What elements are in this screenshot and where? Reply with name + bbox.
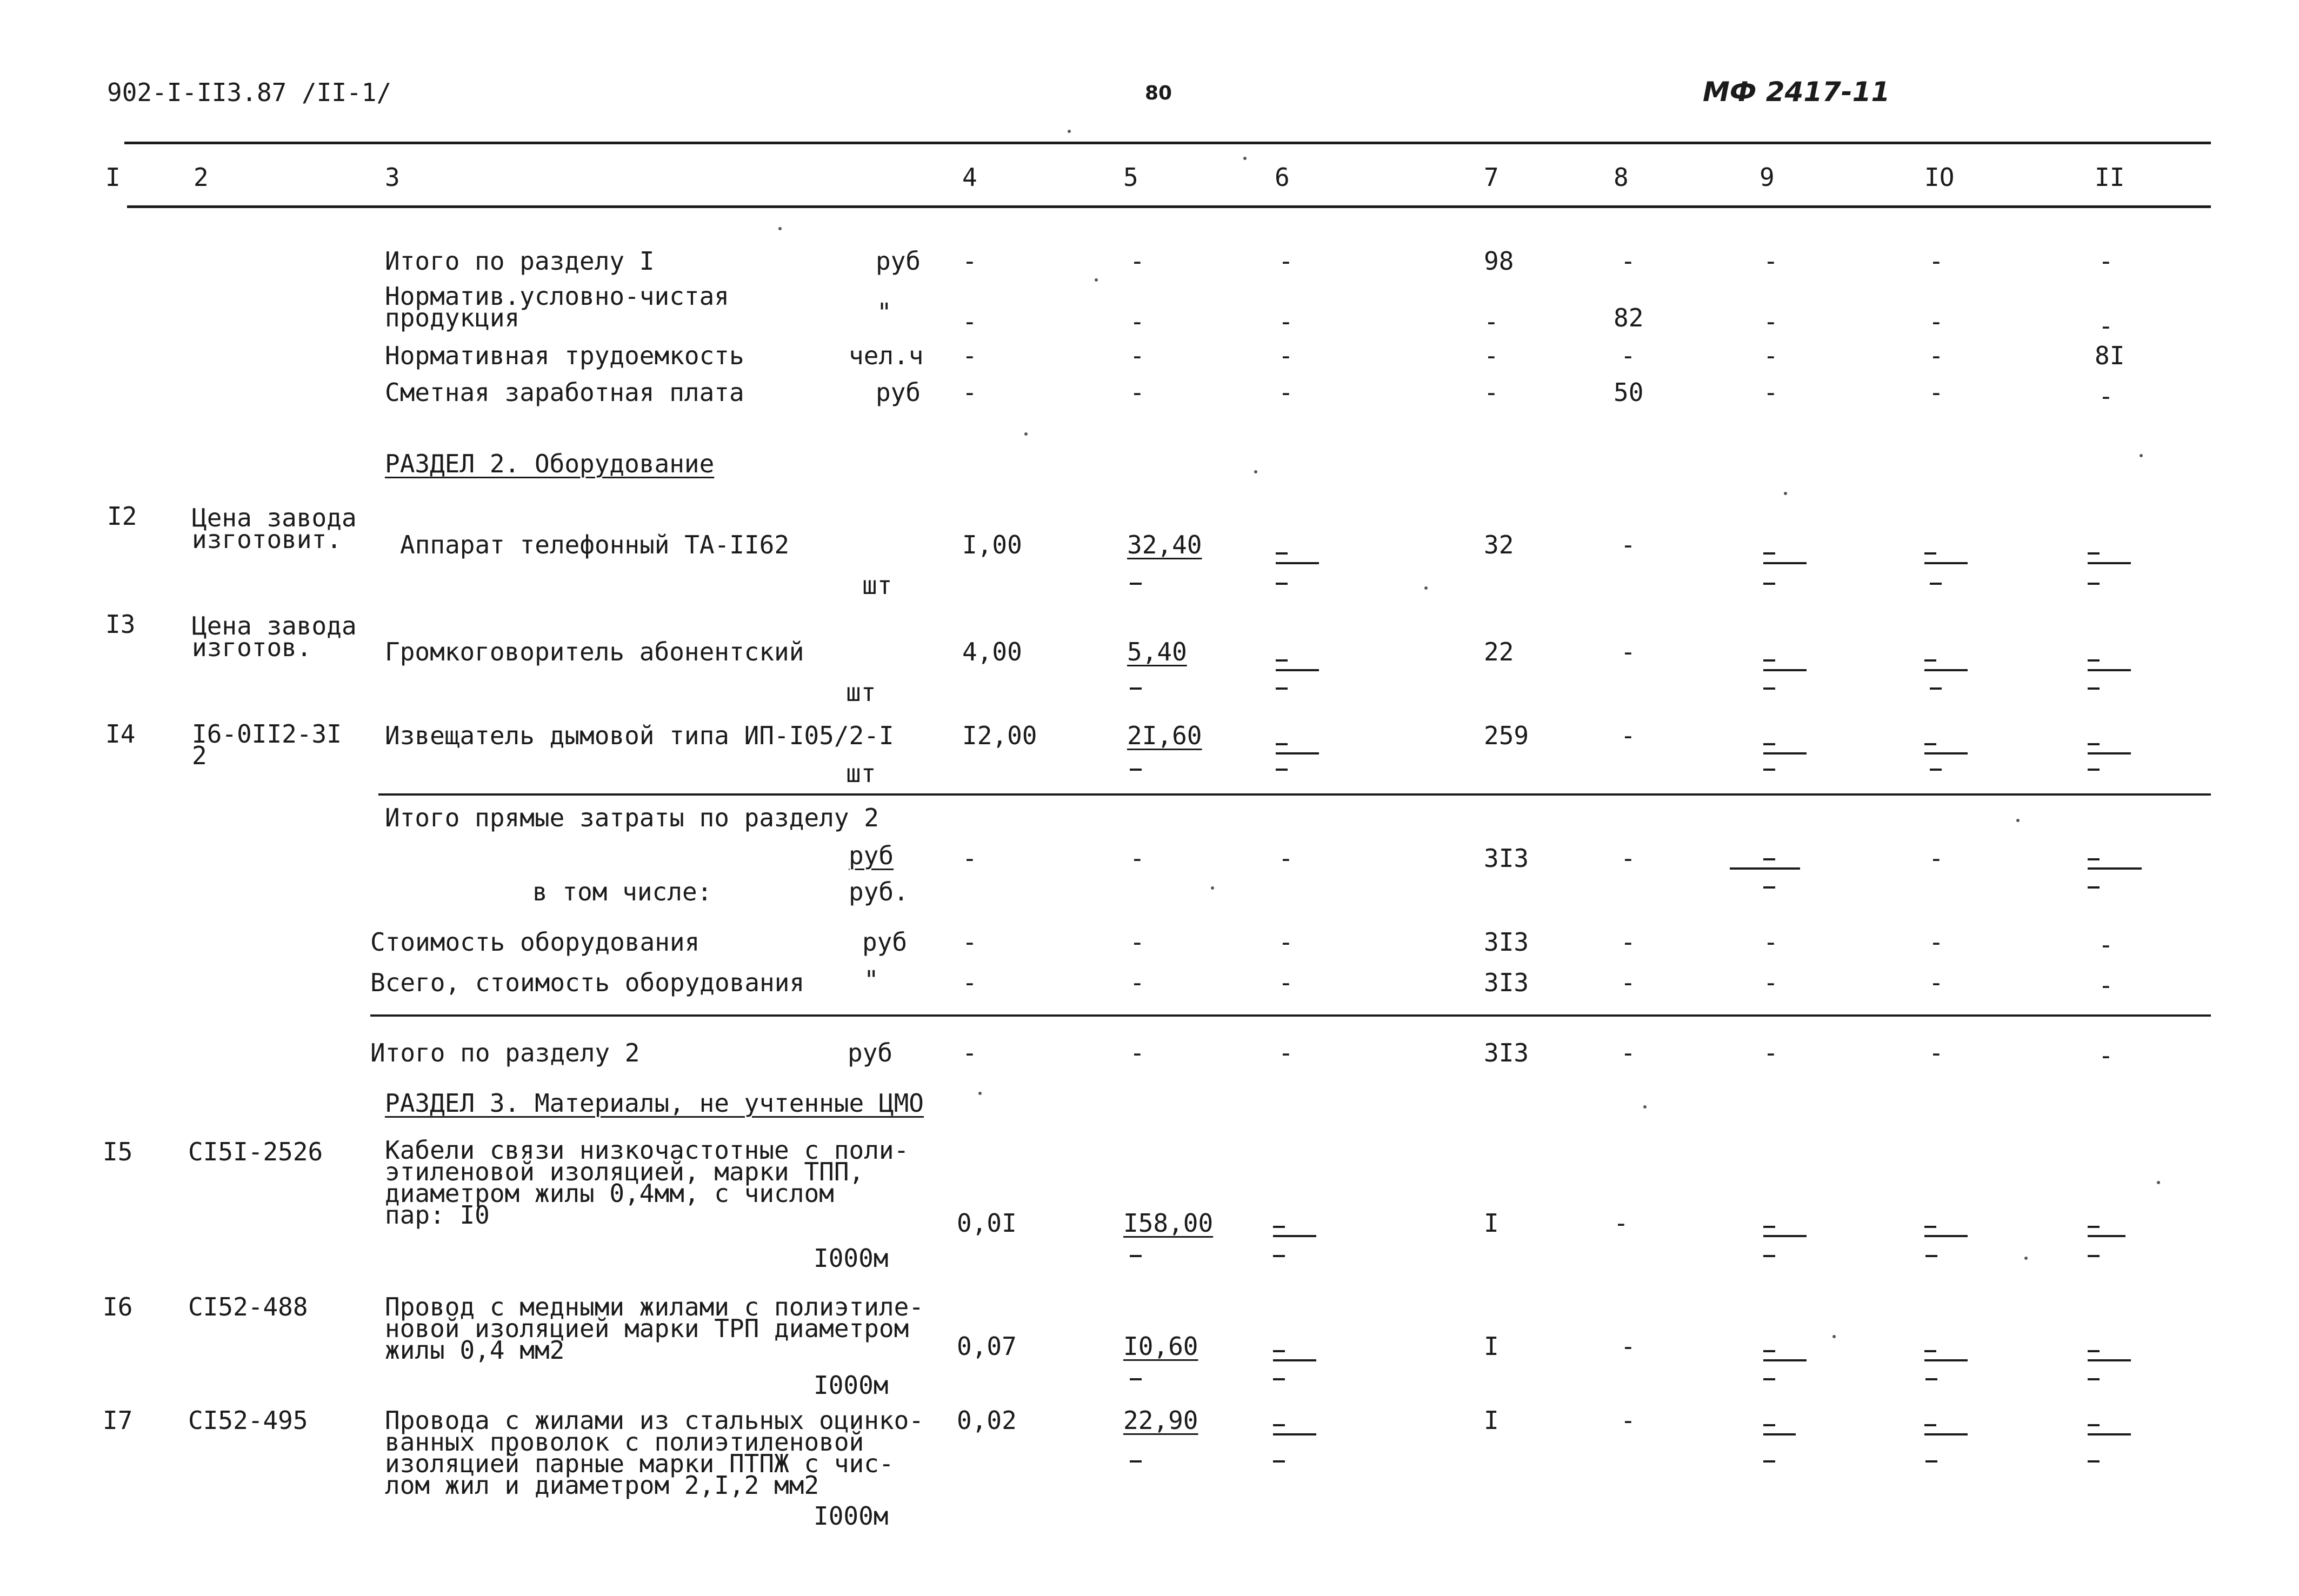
item-code: CI5I-2526 [188, 1137, 323, 1166]
item-code-line1: I6-0II2-3I [192, 719, 342, 749]
item-name-line2: этиленовой изоляцией, марки ТПП, [385, 1157, 864, 1186]
speck [1643, 1105, 1647, 1108]
row-unit: руб [876, 246, 921, 276]
dash [1273, 1359, 1316, 1361]
dash [1763, 669, 1807, 671]
cell-c5: - [1130, 307, 1145, 336]
cell-c7: - [1484, 341, 1499, 370]
dash [1276, 743, 1288, 745]
dash [1763, 1433, 1796, 1435]
speck [2016, 819, 2020, 822]
cell-c10: - [1929, 341, 1944, 370]
cell-c11: 8I [2095, 341, 2125, 370]
dash [1276, 659, 1288, 662]
dash [1763, 562, 1807, 564]
cell-c7: 3I3 [1484, 927, 1529, 957]
dash [1730, 867, 1800, 870]
item-qty: I,00 [962, 530, 1022, 559]
item-code: CI52-495 [188, 1406, 308, 1435]
dash [1273, 1460, 1285, 1463]
item-c7: I [1484, 1332, 1499, 1361]
item-c8: - [1621, 530, 1636, 559]
dash [1276, 687, 1288, 690]
dash [1130, 687, 1142, 690]
speck [2024, 1257, 2028, 1260]
cell-c8: - [1621, 246, 1636, 276]
col-header-2: 2 [194, 163, 209, 192]
dash [1276, 769, 1288, 771]
item-number: I4 [105, 719, 136, 749]
header-top-rule [124, 142, 2211, 144]
dash [1930, 687, 1942, 690]
dash [2088, 1226, 2100, 1228]
item-name-line3: жилы 0,4 мм2 [385, 1335, 565, 1365]
item-name: Громкоговоритель абонентский [385, 637, 804, 666]
item-price: I0,60 [1123, 1332, 1198, 1361]
dash [2088, 1433, 2131, 1435]
dash [1763, 1424, 1775, 1426]
col-header-4: 4 [962, 163, 977, 192]
dash [1276, 562, 1319, 564]
cell-c6: - [1278, 378, 1294, 407]
speck [1424, 586, 1428, 590]
cell-c5: - [1130, 1038, 1145, 1067]
item-qty: 0,07 [957, 1332, 1017, 1361]
item-c8: - [1621, 637, 1636, 666]
cell-c10: - [1929, 307, 1944, 336]
row-unit: руб. [849, 877, 909, 906]
item-unit: шт [846, 759, 876, 788]
cell-c10: - [1929, 968, 1944, 997]
cell-c11: - [2098, 930, 2114, 959]
item-name: Извещатель дымовой типа ИП-I05/2-I [385, 721, 894, 750]
dash [1273, 1350, 1285, 1352]
item-code-line1: Цена завода [192, 503, 357, 532]
item-code-line2: 2 [192, 741, 207, 770]
cell-c8: - [1621, 968, 1636, 997]
item-unit: I000м [814, 1371, 889, 1400]
cell-c9: - [1763, 927, 1778, 957]
row-label: Нормативная трудоемкость [385, 341, 744, 370]
col-header-10: IO [1924, 163, 1955, 192]
section2-totals-rule [370, 1014, 2211, 1017]
cell-c9: - [1763, 246, 1778, 276]
dash [1763, 886, 1775, 889]
item-price: 22,90 [1123, 1406, 1198, 1435]
dash [1273, 1235, 1316, 1237]
cell-c11: - [2098, 311, 2114, 340]
speck [2157, 1181, 2160, 1184]
dash [1763, 752, 1807, 754]
dash [1763, 583, 1775, 585]
dash [1276, 552, 1288, 555]
item-name-line3: изоляцией парные марки ПТПЖ с чис- [385, 1449, 894, 1478]
cell-c5: - [1130, 246, 1145, 276]
speck [778, 227, 782, 230]
dash [2088, 1378, 2100, 1380]
dash [1276, 583, 1288, 585]
item-name-line4: лом жил и диаметром 2,I,2 мм2 [385, 1471, 819, 1500]
cell-c8: - [1621, 927, 1636, 957]
cell-c4: - [962, 844, 977, 873]
dash [1763, 687, 1775, 690]
item-code-line1: Цена завода [192, 611, 357, 640]
item-price: 2I,60 [1127, 721, 1202, 750]
dash [1924, 1226, 1936, 1228]
cell-c7: 98 [1484, 246, 1514, 276]
col-header-1: I [105, 163, 121, 192]
cell-c9: - [1763, 378, 1778, 407]
dash [1924, 659, 1936, 662]
row-label: Итого прямые затраты по разделу 2 [385, 803, 879, 832]
dash [2088, 552, 2100, 555]
item-unit: шт [846, 678, 876, 707]
dash [1925, 1460, 1937, 1463]
row-unit: " [877, 298, 892, 327]
dash [2088, 886, 2100, 889]
cell-c6: - [1278, 968, 1294, 997]
cell-c4: - [962, 927, 977, 957]
dash [1276, 752, 1319, 754]
cell-c10: - [1929, 1038, 1944, 1067]
item-number: I7 [103, 1406, 133, 1435]
col-header-11: II [2095, 163, 2125, 192]
dash [1924, 669, 1968, 671]
item-c8: - [1621, 1406, 1636, 1435]
item-qty: 0,0I [957, 1208, 1017, 1238]
cell-c8: - [1621, 1038, 1636, 1067]
dash [1273, 1378, 1285, 1380]
dash [2088, 562, 2131, 564]
dash [1924, 562, 1968, 564]
dash [1763, 858, 1775, 860]
item-number: I5 [103, 1137, 133, 1166]
row-label: в том числе: [532, 877, 712, 906]
page-number: 80 [1145, 82, 1172, 104]
item-name-line3: диаметром жилы 0,4мм, с числом [385, 1179, 834, 1208]
dash [1925, 1255, 1937, 1257]
cell-c10: - [1929, 844, 1944, 873]
cell-c8: - [1621, 341, 1636, 370]
row-unit: руб [849, 841, 894, 870]
cell-c9: - [1763, 1038, 1778, 1067]
speck [2140, 454, 2143, 457]
cell-c7: 3I3 [1484, 1038, 1529, 1067]
dash [2088, 1424, 2100, 1426]
speck [1254, 470, 1257, 473]
item-number: I3 [105, 610, 136, 639]
cell-c4: - [962, 968, 977, 997]
col-header-9: 9 [1760, 163, 1775, 192]
item-c7: 22 [1484, 637, 1514, 666]
row-unit: руб [862, 927, 908, 957]
item-name-line4: пар: I0 [385, 1200, 490, 1230]
cell-c5: - [1130, 968, 1145, 997]
dash [2088, 752, 2131, 754]
cell-c4: - [962, 307, 977, 336]
dash [1924, 752, 1968, 754]
dash [1763, 1359, 1807, 1361]
dash [1763, 769, 1775, 771]
dash [2088, 769, 2100, 771]
dash [1925, 1378, 1937, 1380]
doc-code: 902-I-II3.87 /II-1/ [107, 78, 392, 107]
dash [1276, 669, 1319, 671]
row-label-line1: Норматив.условно-чистая [385, 282, 729, 311]
speck [978, 1092, 982, 1095]
item-unit: шт [862, 571, 892, 600]
item-number: I6 [103, 1292, 133, 1321]
dash [2088, 659, 2100, 662]
cell-c7: - [1484, 378, 1499, 407]
dash [1273, 1433, 1316, 1435]
item-price: 32,40 [1127, 530, 1202, 559]
cell-c8: 50 [1614, 378, 1644, 407]
cell-c4: - [962, 246, 977, 276]
cell-c5: - [1130, 341, 1145, 370]
cell-c6: - [1278, 341, 1294, 370]
speck [1095, 278, 1098, 282]
item-name-line2: новой изоляцией марки ТРП диаметром [385, 1314, 909, 1343]
speck [1024, 432, 1028, 436]
item-name-line1: Кабели связи низкочастотные с поли- [385, 1136, 909, 1165]
dash [1924, 1350, 1936, 1352]
dash [1130, 1255, 1142, 1257]
cell-c5: - [1130, 844, 1145, 873]
cell-c11: - [2098, 382, 2114, 411]
dash [1930, 769, 1942, 771]
dash [1763, 552, 1775, 555]
cell-c7: 3I3 [1484, 844, 1529, 873]
dash [1924, 1433, 1968, 1435]
dash [1273, 1255, 1285, 1257]
item-name: Аппарат телефонный ТА-II62 [400, 530, 790, 559]
cell-c9: - [1763, 968, 1778, 997]
item-price: 5,40 [1127, 637, 1187, 666]
item-name-line2: ванных проволок с полиэтиленовой [385, 1427, 864, 1457]
dash [1924, 1424, 1936, 1426]
cell-c11: - [2098, 1041, 2114, 1070]
dash [1763, 1460, 1775, 1463]
dash [1273, 1226, 1285, 1228]
col-header-7: 7 [1484, 163, 1499, 192]
row-label: Стоимость оборудования [370, 927, 700, 957]
row-unit: руб [876, 378, 921, 407]
header-bottom-rule [127, 205, 2211, 208]
item-c8: - [1614, 1208, 1629, 1238]
dash [2088, 583, 2100, 585]
dash [2088, 743, 2100, 745]
item-c8: - [1621, 721, 1636, 750]
cell-c5: - [1130, 927, 1145, 957]
row-label: Итого по разделу I [385, 246, 655, 276]
item-qty: 0,02 [957, 1406, 1017, 1435]
row-label: Итого по разделу 2 [370, 1038, 640, 1067]
row-unit: " [864, 965, 879, 994]
col-header-3: 3 [385, 163, 400, 192]
col-header-6: 6 [1275, 163, 1290, 192]
cell-c9: - [1763, 307, 1778, 336]
dash [1924, 1235, 1968, 1237]
dash [1763, 1350, 1775, 1352]
row-unit: чел.ч [849, 341, 924, 370]
dash [1763, 743, 1775, 745]
item-name-line1: Провода с жилами из стальных оцинко- [385, 1406, 924, 1435]
dash [1924, 1359, 1968, 1361]
cell-c7: - [1484, 307, 1499, 336]
section2-title: РАЗДЕЛ 2. Оборудование [385, 449, 715, 478]
cell-c11: - [2098, 971, 2114, 1000]
dash [1924, 552, 1936, 555]
dash [1763, 1378, 1775, 1380]
row-label: Сметная заработная плата [385, 378, 744, 407]
cell-c6: - [1278, 1038, 1294, 1067]
item-c8: - [1621, 1332, 1636, 1361]
row-label: Всего, стоимость оборудования [370, 968, 805, 997]
section3-title: РАЗДЕЛ 3. Материалы, не учтенные ЦМО [385, 1089, 924, 1118]
row-label-line2: продукция [385, 303, 520, 332]
item-c7: I [1484, 1406, 1499, 1435]
dash [1130, 769, 1142, 771]
cell-c4: - [962, 378, 977, 407]
cell-c6: - [1278, 844, 1294, 873]
dash [1130, 1460, 1142, 1463]
dash [2088, 1460, 2100, 1463]
speck [1784, 492, 1787, 495]
dash [1763, 1255, 1775, 1257]
dash [1930, 583, 1942, 585]
item-code: CI52-488 [188, 1292, 308, 1321]
item-number: I2 [107, 502, 137, 531]
cell-c4: - [962, 1038, 977, 1067]
dash [2088, 1359, 2131, 1361]
dash [2088, 1350, 2100, 1352]
item-name-line1: Провод с медными жилами с полиэтиле- [385, 1292, 924, 1321]
dash [2088, 1255, 2100, 1257]
cell-c4: - [962, 341, 977, 370]
speck [1068, 130, 1071, 133]
cell-c6: - [1278, 307, 1294, 336]
cell-c7: 3I3 [1484, 968, 1529, 997]
speck [1211, 886, 1214, 890]
item-c7: I [1484, 1208, 1499, 1238]
cell-c10: - [1929, 378, 1944, 407]
col-header-8: 8 [1614, 163, 1629, 192]
cell-c11: - [2098, 246, 2114, 276]
item-qty: I2,00 [962, 721, 1037, 750]
dash [2088, 867, 2142, 870]
cell-c8: - [1621, 844, 1636, 873]
dash [1924, 743, 1936, 745]
dash [2088, 669, 2131, 671]
cell-c8: 82 [1614, 303, 1644, 332]
dash [1763, 1226, 1775, 1228]
dash [2088, 687, 2100, 690]
item-unit: I000м [814, 1244, 889, 1273]
cell-c10: - [1929, 927, 1944, 957]
speck [1832, 1335, 1836, 1338]
archive-stamp: МФ 2417-11 [1703, 76, 1890, 108]
item-qty: 4,00 [962, 637, 1022, 666]
dash [2088, 1235, 2125, 1237]
speck [1243, 157, 1247, 160]
item-code-line2: изготовит. [192, 525, 342, 554]
dash [1763, 659, 1775, 662]
row-unit: руб [848, 1038, 893, 1067]
dash [1130, 583, 1142, 585]
dash [2088, 858, 2100, 860]
item-c7: 32 [1484, 530, 1514, 559]
cell-c10: - [1929, 246, 1944, 276]
section2-items-rule [378, 793, 2211, 796]
col-header-5: 5 [1123, 163, 1138, 192]
dash [1763, 1235, 1807, 1237]
cell-c5: - [1130, 378, 1145, 407]
item-c7: 259 [1484, 721, 1529, 750]
item-price: I58,00 [1123, 1208, 1214, 1238]
cell-c6: - [1278, 246, 1294, 276]
item-unit: I000м [814, 1501, 889, 1531]
dash [1273, 1424, 1285, 1426]
cell-c9: - [1763, 341, 1778, 370]
cell-c6: - [1278, 927, 1294, 957]
item-code-line2: изготов. [192, 633, 312, 662]
dash [1130, 1378, 1142, 1380]
